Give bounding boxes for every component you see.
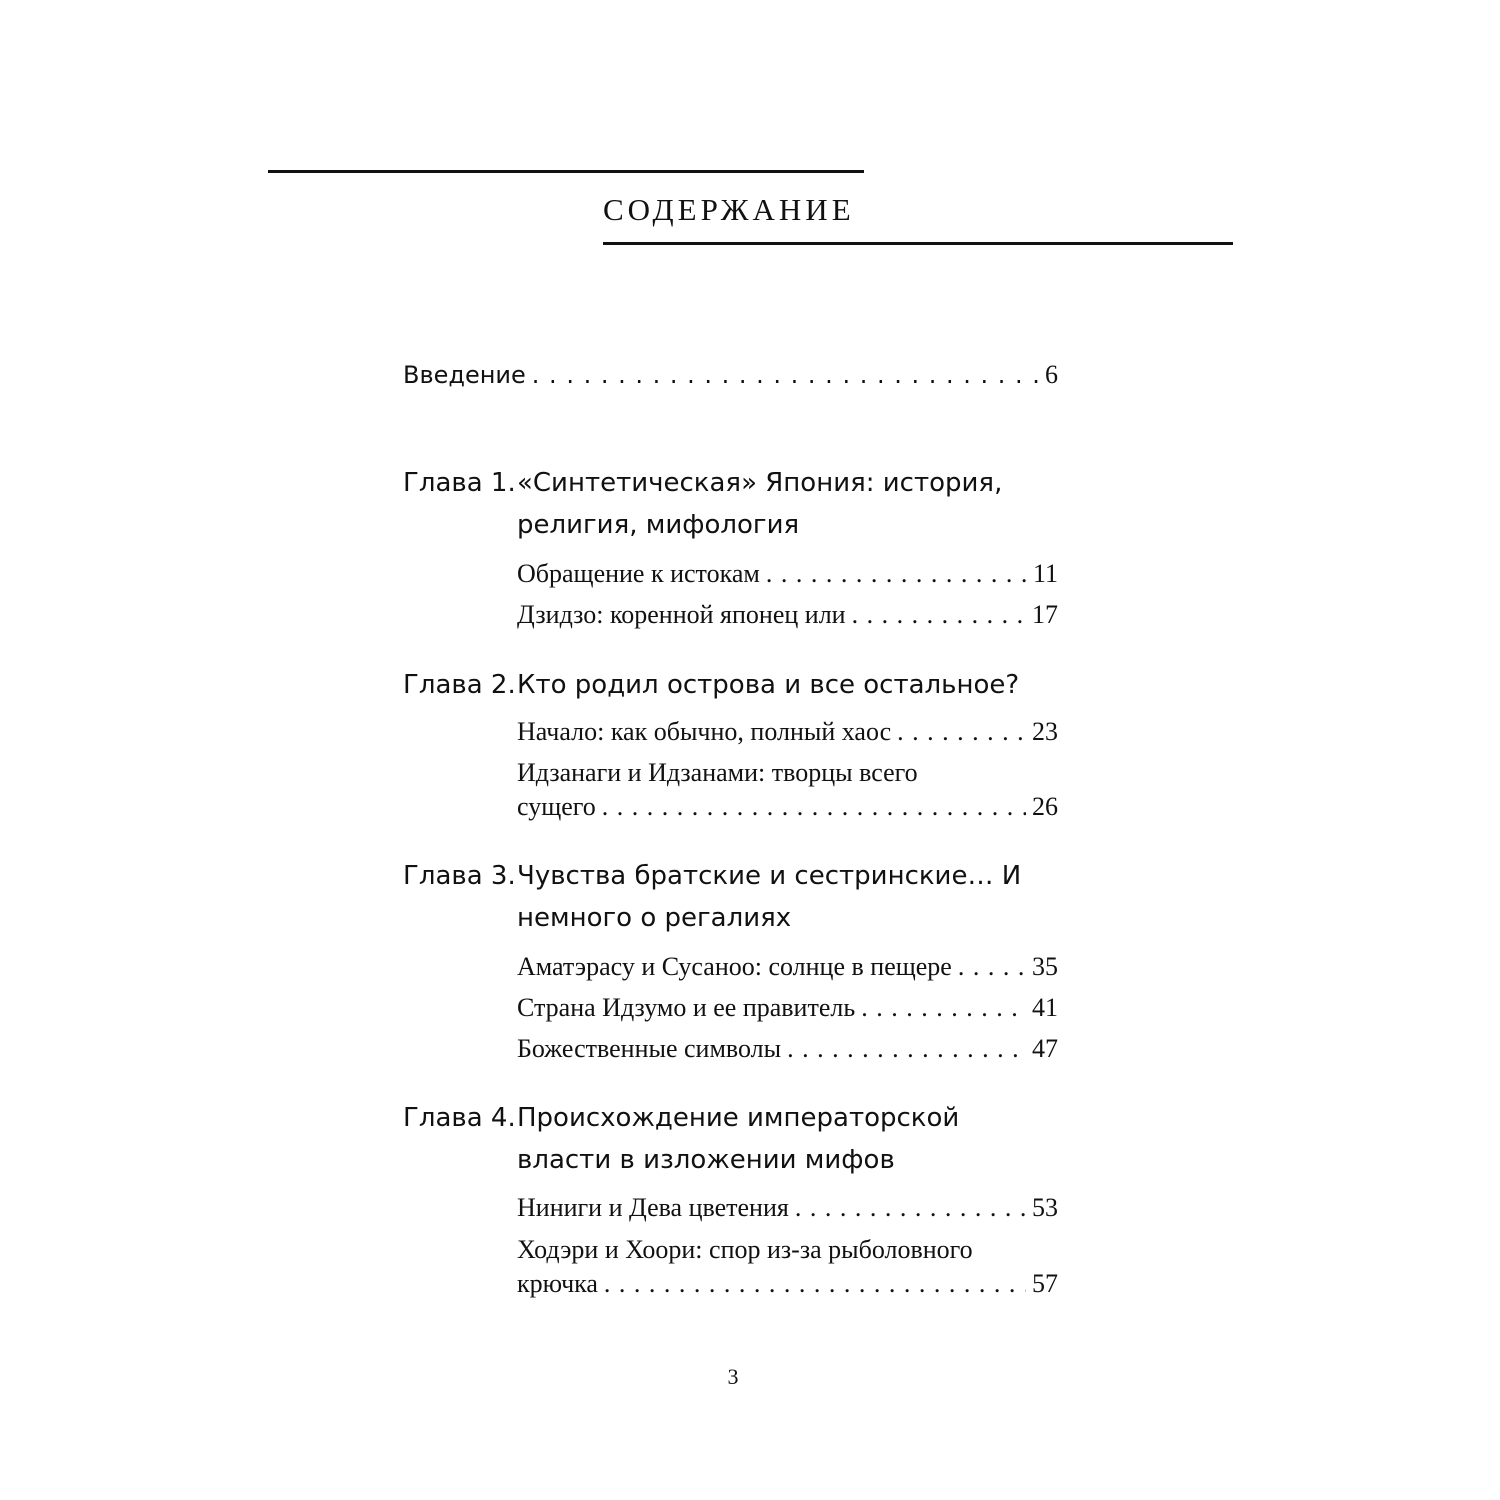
toc-entry-intro[interactable] [403,355,1058,395]
toc-leader-dots [897,715,1026,749]
toc-entry-page: 53 [1032,1193,1058,1222]
toc-entry-page: 11 [1032,559,1058,588]
toc-leader-dots [766,557,1027,591]
toc-leader-dots [532,355,1039,395]
top-rule [268,170,864,173]
toc-leader-dots [861,991,1026,1025]
toc-entry-title: Ниниги и Дева цветения [517,1193,789,1222]
toc-entry-title: Страна Идзумо и ее правитель [517,993,856,1022]
chapter-number: Глава 3. [403,861,516,891]
toc-entry[interactable] [517,557,1058,591]
toc-entry-page: 17 [1032,600,1058,629]
toc-entry-title: Начало: как обычно, полный хаос [517,717,892,746]
toc-entry-page: 47 [1032,1034,1058,1063]
chapter-title: Происхождение императорской власти в изложении мифов [517,1103,960,1175]
toc-entry-page: 41 [1032,993,1058,1022]
chapter-title: «Синтетическая» Япония: история, религия, мифология [517,468,1003,540]
toc-entry[interactable] [517,715,1058,749]
toc-leader-dots [787,1032,1026,1066]
toc-entry[interactable] [517,756,1058,824]
toc-leader-dots [852,598,1026,632]
toc-entry[interactable] [517,1032,1058,1066]
toc-entry-page: 57 [1032,1269,1058,1298]
toc-entry-page: 26 [1032,792,1058,821]
toc-entry-page: 23 [1032,717,1058,746]
toc-entry[interactable] [517,1191,1058,1225]
toc-entry-title: Аматэрасу и Сусаноо: солнце в пещере [517,952,952,981]
toc-entry[interactable] [517,1233,1058,1301]
toc-entry-title: Обращение к истокам [517,559,760,588]
toc-entry[interactable] [517,598,1058,632]
toc-leader-dots [958,950,1026,984]
toc-entry[interactable] [517,991,1058,1025]
toc-leader-dots [602,790,1026,824]
toc-entry-title: Ходэри и Хоори: спор из-за рыболовного [517,1235,973,1264]
toc-leader-dots [604,1267,1026,1301]
footer-page-number: 3 [727,1364,739,1389]
toc-entry-title: Дзидзо: коренной японец или [517,600,846,629]
chapter-number: Глава 4. [403,1103,516,1133]
chapter-title: Кто родил острова и все остальное? [517,670,1020,700]
toc-entry-title: Божественные символы [517,1034,782,1063]
toc-leader-dots [795,1191,1026,1225]
toc-entry[interactable] [517,950,1058,984]
toc-entry-title: Идзанаги и Идзанами: творцы всего [517,758,918,787]
chapter-number: Глава 1. [403,468,516,498]
toc-entry-title: Введение [403,361,526,389]
toc-entry-page: 6 [1045,360,1058,389]
title-underline [603,242,1233,245]
toc-entry-title-continued: сущего [517,792,596,821]
toc-entry-title-continued: крючка [517,1269,598,1298]
page-title: СОДЕРЖАНИЕ [603,192,855,227]
chapter-title: Чувства братские и сестринские… И немного о регалиях [517,861,1022,933]
toc-entry-page: 35 [1032,952,1058,981]
chapter-number: Глава 2. [403,670,516,700]
